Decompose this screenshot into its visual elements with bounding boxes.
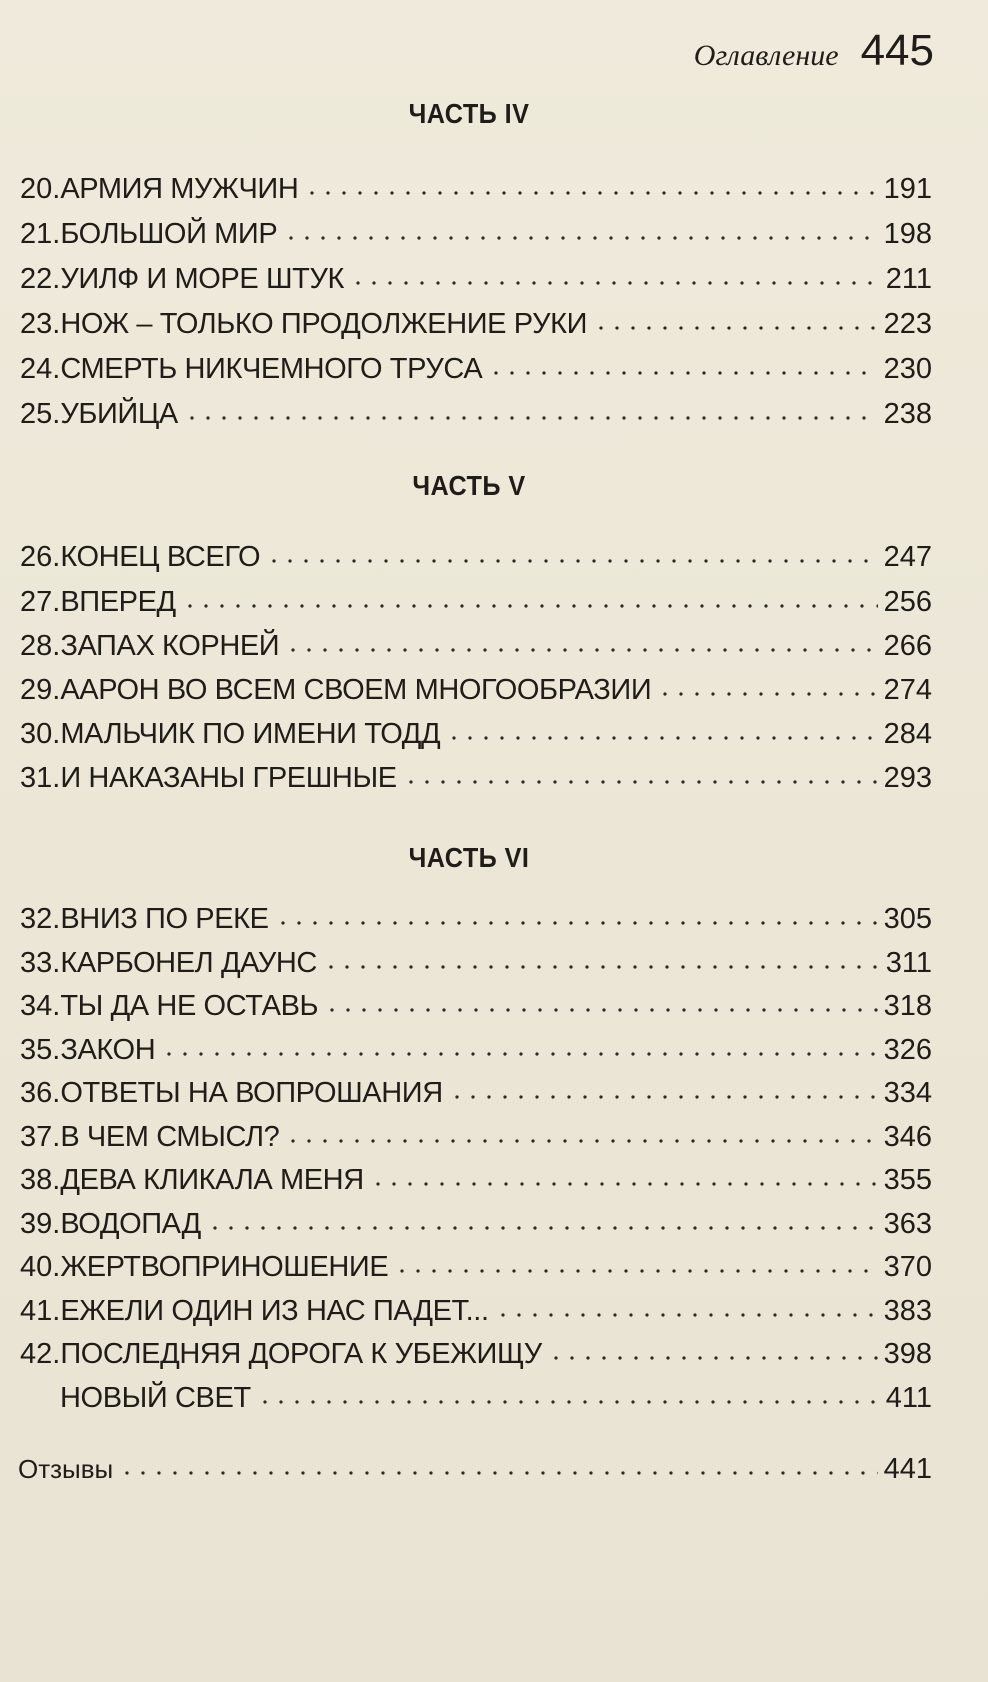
toc-entry[interactable]	[20, 1112, 932, 1156]
chapter-page: 223	[883, 308, 932, 340]
dot-leader	[403, 753, 878, 787]
toc-entry[interactable]	[20, 389, 932, 433]
toc-entry[interactable]	[20, 577, 932, 621]
toc-entry[interactable]	[20, 344, 932, 388]
dot-leader	[304, 164, 877, 198]
dot-leader	[285, 621, 877, 655]
chapter-title: КАРБОНЕЛ ДАУНС	[60, 947, 317, 979]
feedback-title: Отзывы	[18, 1454, 114, 1484]
chapter-title: ВНИЗ ПО РЕКЕ	[60, 903, 269, 935]
chapter-number: 23.	[20, 308, 61, 340]
chapter-title: ВОДОПАД	[60, 1208, 201, 1240]
chapter-title: АРМИЯ МУЖЧИН	[60, 173, 299, 205]
chapter-page: 411	[885, 1382, 932, 1414]
chapter-title: ДЕВА КЛИКАЛА МЕНЯ	[60, 1164, 364, 1196]
chapter-number: 42.	[20, 1338, 61, 1370]
chapter-title: КОНЕЦ ВСЕГО	[60, 541, 261, 573]
dot-leader	[350, 254, 880, 288]
dot-leader	[446, 709, 877, 743]
chapter-page: 326	[883, 1034, 932, 1066]
chapter-title: ПОСЛЕДНЯЯ ДОРОГА К УБЕЖИЩУ	[60, 1338, 542, 1370]
dot-leader	[207, 1199, 878, 1233]
chapter-page: 266	[883, 630, 932, 662]
chapter-page: 363	[883, 1208, 932, 1240]
toc-entry[interactable]	[20, 981, 932, 1025]
running-header	[694, 26, 934, 76]
chapter-page: 370	[883, 1251, 932, 1283]
toc-entry[interactable]	[20, 1068, 932, 1112]
chapter-title: УИЛФ И МОРЕ ШТУК	[60, 263, 344, 295]
chapter-title: ЗАКОН	[60, 1034, 156, 1066]
chapter-title: НОЖ – ТОЛЬКО ПРОДОЛЖЕНИЕ РУКИ	[60, 308, 588, 340]
chapter-title: И НАКАЗАНЫ ГРЕШНЫЕ	[60, 762, 397, 794]
toc-entry[interactable]	[20, 209, 932, 253]
chapter-title: ЕЖЕЛИ ОДИН ИЗ НАС ПАДЕТ...	[60, 1295, 489, 1327]
chapter-number: 32.	[20, 903, 61, 935]
toc-entry[interactable]	[20, 1199, 932, 1243]
chapter-number: 24.	[20, 353, 61, 385]
toc-entry[interactable]	[20, 299, 932, 343]
chapter-number: 37.	[20, 1121, 61, 1153]
chapter-page: 256	[883, 586, 932, 618]
chapter-title: ЖЕРТВОПРИНОШЕНИЕ	[60, 1251, 389, 1283]
chapter-number: 25.	[20, 398, 61, 430]
part-heading: ЧАСТЬ V	[412, 470, 526, 501]
dot-leader	[283, 209, 877, 243]
chapter-title: ОТВЕТЫ НА ВОПРОШАНИЯ	[60, 1077, 443, 1109]
chapter-number: 20.	[20, 173, 61, 205]
dot-leader	[285, 1112, 877, 1146]
chapter-number: 35.	[20, 1034, 61, 1066]
chapter-number: 29.	[20, 674, 61, 706]
dot-leader	[184, 389, 878, 423]
dot-leader	[257, 1373, 880, 1407]
toc-entry[interactable]	[20, 1025, 932, 1069]
toc-entry[interactable]	[20, 1242, 932, 1286]
chapter-page: 274	[883, 674, 932, 706]
chapter-number: 39.	[20, 1208, 61, 1240]
dot-leader	[657, 665, 877, 699]
chapter-number: 40.	[20, 1251, 61, 1283]
chapter-title: ВПЕРЕД	[60, 586, 176, 618]
chapter-title: НОВЫЙ СВЕТ	[60, 1382, 251, 1414]
chapter-number: 28.	[20, 630, 61, 662]
chapter-page: 318	[883, 990, 932, 1022]
chapter-number: 30.	[20, 718, 61, 750]
chapter-page: 311	[885, 947, 932, 979]
chapter-page: 355	[883, 1164, 932, 1196]
chapter-page: 284	[883, 718, 932, 750]
toc-entry[interactable]	[20, 621, 932, 665]
chapter-title: СМЕРТЬ НИКЧЕМНОГО ТРУСА	[60, 353, 483, 385]
chapter-page: 247	[883, 541, 932, 573]
chapter-number: 41.	[20, 1295, 61, 1327]
toc-entry[interactable]	[20, 938, 932, 982]
dot-leader	[495, 1286, 878, 1320]
dot-leader	[370, 1155, 878, 1189]
chapter-number: 26.	[20, 541, 61, 573]
chapter-page: 346	[883, 1121, 932, 1153]
toc-entry[interactable]	[20, 665, 932, 709]
dot-leader	[394, 1242, 877, 1276]
chapter-number: 21.	[20, 218, 61, 250]
chapter-title: ТЫ ДА НЕ ОСТАВЬ	[60, 990, 319, 1022]
dot-leader	[266, 532, 877, 566]
toc-entry[interactable]	[20, 894, 932, 938]
dot-leader	[488, 344, 877, 378]
dot-leader	[593, 299, 878, 333]
running-title: Оглавление	[693, 39, 839, 72]
chapter-title: БОЛЬШОЙ МИР	[60, 218, 278, 250]
chapter-number: 33.	[20, 947, 61, 979]
toc-entry[interactable]	[20, 164, 932, 208]
toc-entry[interactable]	[20, 1329, 932, 1373]
toc-entry[interactable]	[20, 1155, 932, 1199]
chapter-number: 38.	[20, 1164, 61, 1196]
toc-entry[interactable]	[20, 709, 932, 753]
page-number: 445	[860, 26, 934, 75]
toc-entry[interactable]	[20, 753, 932, 797]
toc-entry-feedback[interactable]	[18, 1444, 932, 1488]
chapter-title: УБИЙЦА	[60, 398, 178, 430]
chapter-page: 238	[883, 398, 932, 430]
chapter-page: 198	[883, 218, 932, 250]
part-heading: ЧАСТЬ VI	[408, 842, 530, 873]
chapter-number: 27.	[20, 586, 61, 618]
dot-leader	[323, 938, 880, 972]
chapter-page: 334	[883, 1077, 932, 1109]
chapter-title: ААРОН ВО ВСЕМ СВОЕМ МНОГООБРАЗИИ	[60, 674, 652, 706]
dot-leader	[182, 577, 878, 611]
dot-leader	[161, 1025, 877, 1059]
chapter-title: В ЧЕМ СМЫСЛ?	[60, 1121, 280, 1153]
dot-leader	[275, 894, 878, 928]
dot-leader	[449, 1068, 878, 1102]
dot-leader	[548, 1329, 878, 1363]
dot-leader	[119, 1444, 877, 1478]
feedback-page: 441	[883, 1453, 932, 1485]
toc-entry[interactable]	[20, 532, 932, 576]
chapter-title: ЗАПАХ КОРНЕЙ	[60, 630, 280, 662]
toc-entry[interactable]	[20, 254, 932, 298]
chapter-number: 22.	[20, 263, 61, 295]
chapter-title: МАЛЬЧИК ПО ИМЕНИ ТОДД	[60, 718, 441, 750]
chapter-page: 230	[883, 353, 932, 385]
chapter-page: 305	[883, 903, 932, 935]
chapter-page: 293	[883, 762, 932, 794]
chapter-number: 34.	[20, 990, 61, 1022]
chapter-number: 36.	[20, 1077, 61, 1109]
part-heading: ЧАСТЬ IV	[408, 98, 530, 129]
toc-entry[interactable]	[20, 1373, 932, 1417]
chapter-number: 31.	[20, 762, 61, 794]
dot-leader	[324, 981, 877, 1015]
chapter-page: 191	[883, 173, 932, 205]
chapter-page: 383	[883, 1295, 932, 1327]
chapter-page: 398	[883, 1338, 932, 1370]
chapter-page: 211	[885, 263, 932, 295]
toc-entry[interactable]	[20, 1286, 932, 1330]
